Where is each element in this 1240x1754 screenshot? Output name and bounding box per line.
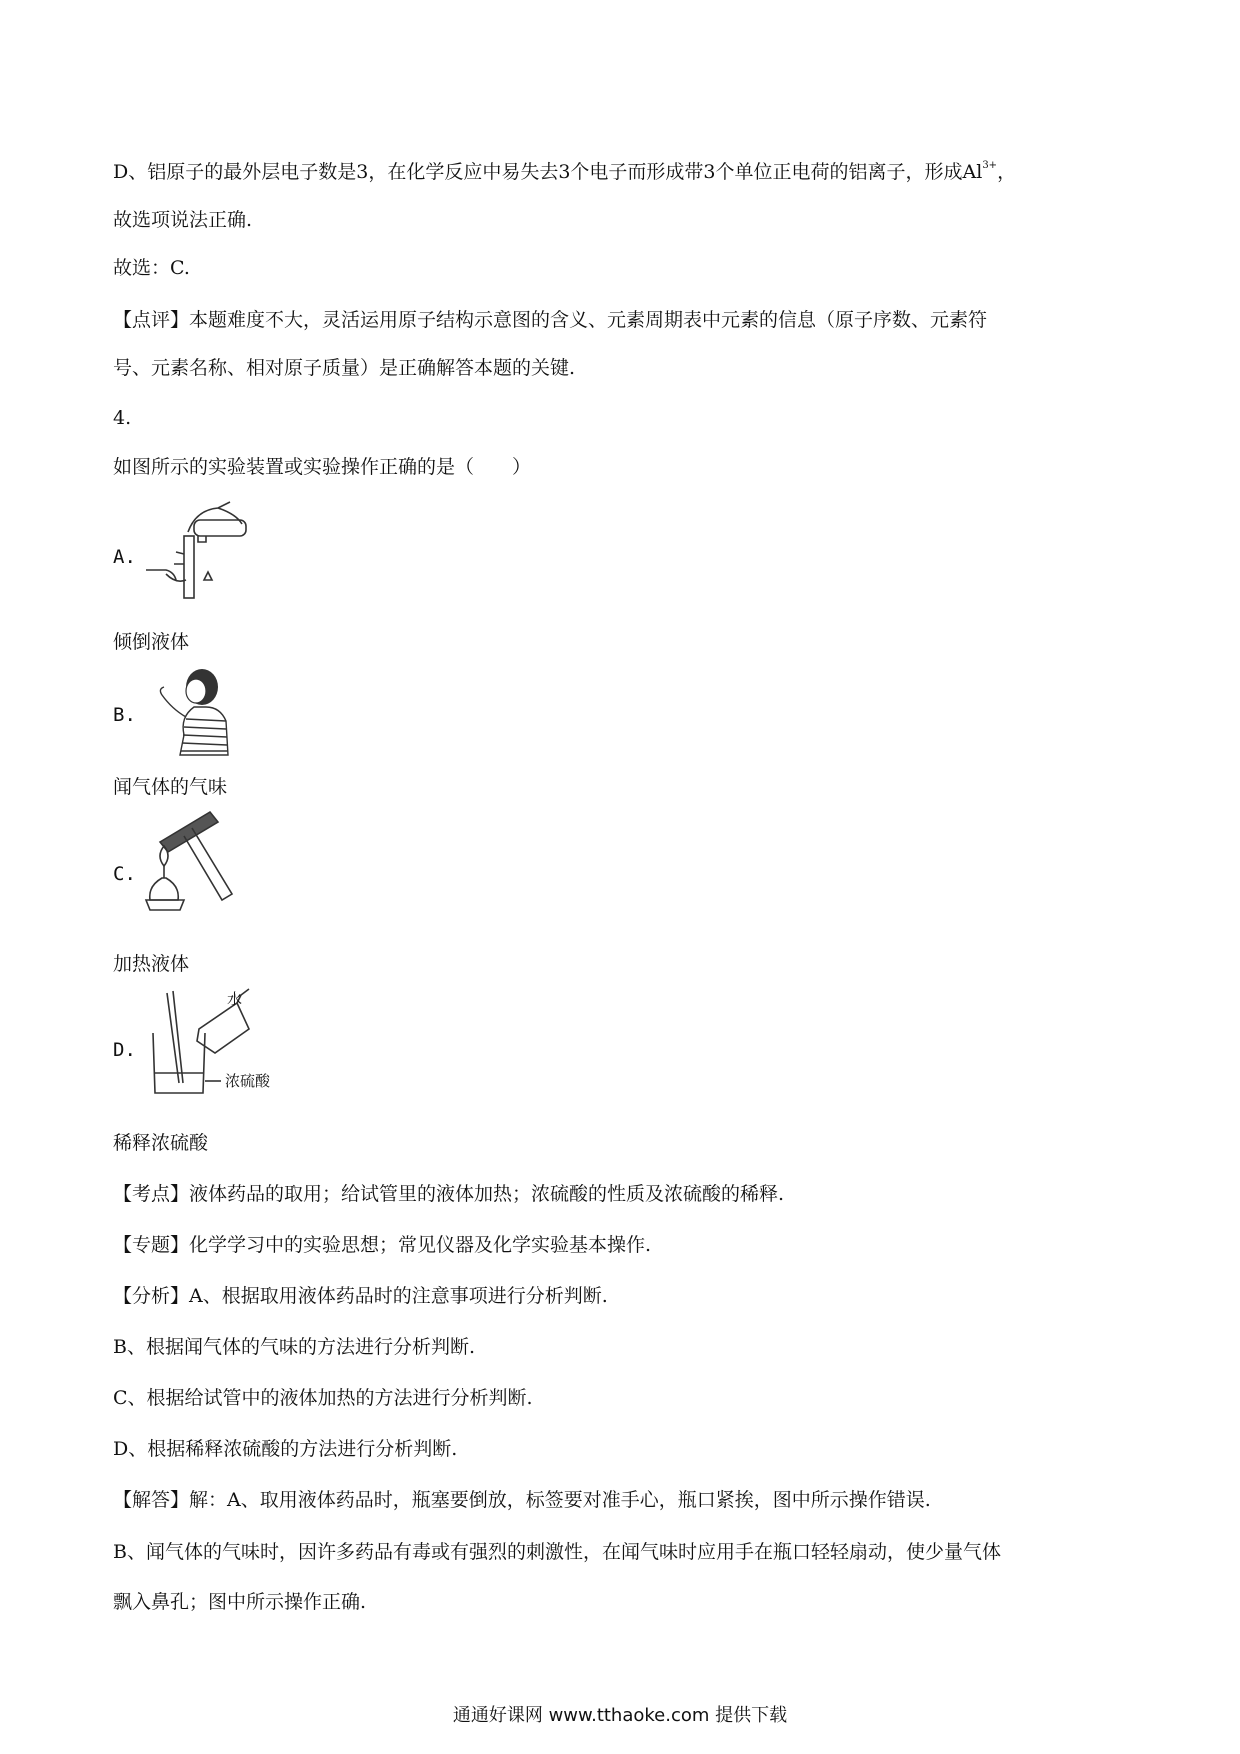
analysis-jieda: 【解答】解：A、取用液体药品时，瓶塞要倒放，标签要对准手心，瓶口紧挨，图中所示操作错误. (113, 1489, 931, 1511)
option-d-caption: 稀释浓硫酸 (113, 1132, 209, 1154)
paragraph-comment-1: 【点评】本题难度不大，灵活运用原子结构示意图的含义、元素周期表中元素的信息（原子序数、元素符 (113, 309, 988, 331)
paragraph-comment-2: 号、元素名称、相对原子质量）是正确解答本题的关键. (113, 357, 576, 379)
figure-heat-liquid (140, 808, 240, 912)
analysis-fenxi: 【分析】A、根据取用液体药品时的注意事项进行分析判断. (113, 1285, 608, 1307)
figure-smell-gas (150, 665, 230, 757)
analysis-fenxi-b: B、根据闻气体的气味的方法进行分析判断. (113, 1336, 476, 1358)
option-a-letter: A. (113, 546, 136, 568)
option-b-caption: 闻气体的气味 (113, 776, 228, 798)
analysis-jieda-b2: 飘入鼻孔；图中所示操作正确. (113, 1591, 367, 1613)
analysis-zhuanti: 【专题】化学学习中的实验思想；常见仪器及化学实验基本操作. (113, 1234, 652, 1256)
option-c-caption: 加热液体 (113, 953, 190, 975)
figure-pour-liquid (146, 492, 251, 604)
analysis-jieda-b1: B、闻气体的气味时，因许多药品有毒或有强烈的刺激性，在闻气味时应用手在瓶口轻轻扇动，使少量气体 (113, 1541, 1001, 1563)
page-footer: 通通好课网 www.tthaoke.com 提供下载 (452, 1705, 788, 1726)
paragraph-conclusion: 故选项说法正确. (113, 209, 253, 231)
label-water: 水 (227, 990, 243, 1008)
analysis-fenxi-c: C、根据给试管中的液体加热的方法进行分析判断. (113, 1387, 533, 1409)
question-text: 如图所示的实验装置或实验操作正确的是（ ） (113, 456, 532, 478)
label-concentrated-acid: 浓硫酸 (225, 1072, 271, 1090)
option-a-caption: 倾倒液体 (113, 631, 190, 653)
paragraph-d-aluminum: D、铝原子的最外层电子数是3，在化学反应中易失去3个电子而形成带3个单位正电荷的铝离子，形成$Al^{3+}$， (113, 160, 1017, 183)
option-b-letter: B. (113, 704, 136, 726)
option-d-letter: D. (113, 1039, 136, 1061)
analysis-kaodian: 【考点】液体药品的取用；给试管里的液体加热；浓硫酸的性质及浓硫酸的稀释. (113, 1183, 785, 1205)
question-number: 4. (113, 407, 132, 429)
option-c-letter: C. (113, 863, 136, 885)
paragraph-answer: 故选：C. (113, 257, 190, 279)
analysis-fenxi-d: D、根据稀释浓硫酸的方法进行分析判断. (113, 1438, 458, 1460)
